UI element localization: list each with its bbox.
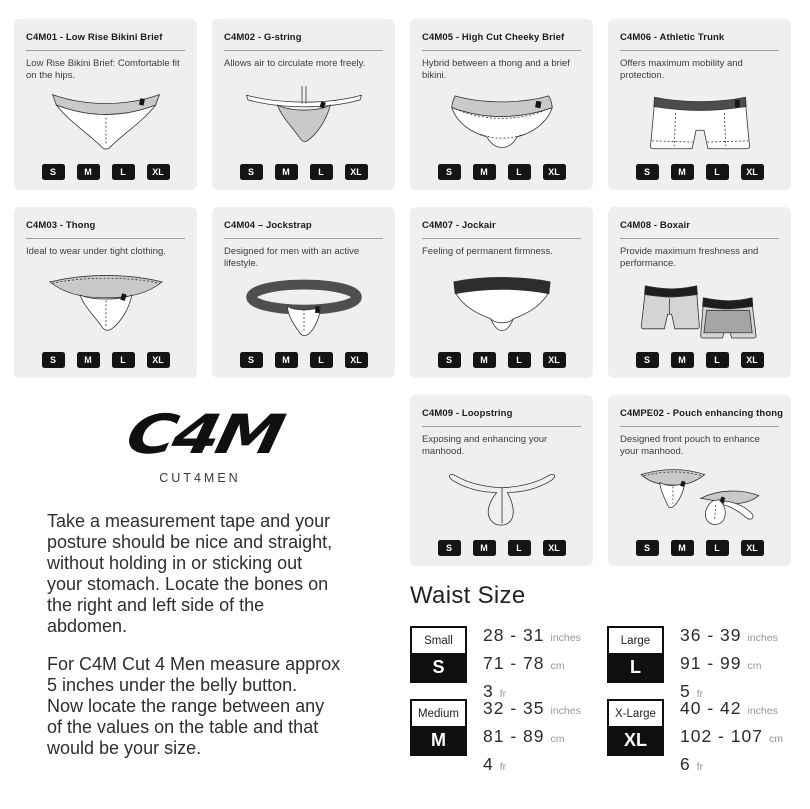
- size-badge-s: S: [42, 352, 65, 368]
- title-divider: [26, 50, 185, 51]
- product-title: C4M02 - G-string: [224, 32, 302, 43]
- title-divider: [26, 238, 185, 239]
- size-badge-m: M: [473, 540, 496, 556]
- size-box-medium: [410, 699, 467, 756]
- measurement-instructions: [47, 511, 340, 759]
- product-description: Offers maximum mobility and protection.: [620, 58, 743, 81]
- waist-entry-small: [410, 625, 607, 701]
- product-title: C4M06 - Athletic Trunk: [620, 32, 725, 43]
- product-title: C4MPE02 - Pouch enhancing thong: [620, 408, 784, 419]
- size-badges: [224, 352, 383, 368]
- inches-unit: inches: [550, 632, 581, 644]
- waist-size-title: Waist Size: [410, 582, 526, 609]
- cm-value: 81 - 89: [483, 726, 545, 746]
- fr-value: 6: [680, 754, 691, 774]
- product-card-c4mpe02: [608, 395, 791, 566]
- cm-value: 91 - 99: [680, 653, 742, 673]
- size-badge-xl: XL: [741, 540, 764, 556]
- product-description: Designed for men with an active lifestyle.: [224, 246, 360, 269]
- product-title: C4M04 – Jockstrap: [224, 220, 312, 231]
- size-badge-xl: XL: [741, 352, 764, 368]
- jockstrap-drawing: [228, 276, 380, 342]
- size-badge-m: M: [473, 164, 496, 180]
- size-label: Large: [620, 634, 651, 647]
- instruction-line: Now locate the range between any: [47, 696, 325, 716]
- size-badge-m: M: [275, 352, 298, 368]
- product-description: Provide maximum freshness and performance.: [620, 246, 759, 269]
- size-badges: [620, 540, 779, 556]
- size-badge-xl: XL: [543, 540, 566, 556]
- size-badges: [26, 164, 185, 180]
- size-badge-s: S: [438, 540, 461, 556]
- product-card-c4m06: [608, 19, 791, 190]
- size-badge-l: L: [508, 352, 531, 368]
- waist-size-table: [410, 625, 806, 774]
- svg-text:C4M: C4M: [120, 410, 287, 462]
- size-badges: [224, 164, 383, 180]
- high-cut-cheeky-brief-drawing: [426, 88, 578, 154]
- instruction-line: without holding in or sticking out: [47, 553, 303, 573]
- waist-entry-medium: [410, 698, 607, 774]
- waist-entry-xlarge: [607, 698, 804, 774]
- inches-value: 40 - 42: [680, 698, 742, 718]
- inches-unit: inches: [747, 632, 778, 644]
- instruction-line: 5 inches under the belly button.: [47, 675, 298, 695]
- fr-unit: fr: [696, 688, 704, 700]
- size-badge-l: L: [508, 540, 531, 556]
- cm-unit: cm: [550, 660, 565, 672]
- title-divider: [620, 426, 779, 427]
- size-badge-s: S: [636, 164, 659, 180]
- cm-value: 71 - 78: [483, 653, 545, 673]
- jockair-drawing: [426, 270, 578, 336]
- size-badge-l: L: [310, 164, 333, 180]
- size-badges: [620, 352, 779, 368]
- size-badge-xl: XL: [543, 352, 566, 368]
- fr-unit: fr: [696, 761, 704, 773]
- product-card-c4m09: [410, 395, 593, 566]
- product-title: C4M08 - Boxair: [620, 220, 691, 231]
- size-badge-s: S: [240, 352, 263, 368]
- fr-value: 4: [483, 754, 494, 774]
- size-badge-l: L: [508, 164, 531, 180]
- size-badge-m: M: [671, 352, 694, 368]
- size-label: Small: [424, 634, 453, 647]
- size-badge-m: M: [671, 164, 694, 180]
- cm-unit: cm: [747, 660, 762, 672]
- size-box-large: [607, 626, 664, 683]
- instruction-line: Take a measurement tape and your: [47, 511, 331, 531]
- size-badge-m: M: [671, 540, 694, 556]
- cm-unit: cm: [550, 733, 565, 745]
- size-badge-m: M: [473, 352, 496, 368]
- waist-size-section: [410, 582, 806, 774]
- title-divider: [422, 238, 581, 239]
- product-description: Feeling of permanent firmness.: [422, 246, 553, 257]
- size-badge-xl: XL: [345, 352, 368, 368]
- low-rise-bikini-brief-drawing: [30, 88, 182, 154]
- size-badge-s: S: [636, 352, 659, 368]
- title-divider: [620, 238, 779, 239]
- size-badge-s: S: [438, 352, 461, 368]
- product-title: C4M03 - Thong: [26, 220, 96, 231]
- athletic-trunk-drawing: [624, 88, 776, 154]
- pouch-enhancing-thong-drawing: [624, 464, 776, 530]
- product-title: C4M05 - High Cut Cheeky Brief: [422, 32, 565, 43]
- size-badge-xl: XL: [147, 352, 170, 368]
- fr-unit: fr: [499, 761, 507, 773]
- product-card-c4m08: [608, 207, 791, 378]
- product-card-c4m04: [212, 207, 395, 378]
- fr-unit: fr: [499, 688, 507, 700]
- size-badge-s: S: [438, 164, 461, 180]
- product-title: C4M01 - Low Rise Bikini Brief: [26, 32, 163, 43]
- c4m-logo: [95, 410, 305, 462]
- g-string-drawing: [228, 82, 380, 148]
- inches-unit: inches: [747, 705, 778, 717]
- loopstring-drawing: [426, 464, 578, 530]
- product-description: Ideal to wear under tight clothing.: [26, 246, 166, 257]
- size-badge-m: M: [77, 352, 100, 368]
- size-badge-s: S: [240, 164, 263, 180]
- brand-block: [40, 410, 360, 485]
- size-badge-xl: XL: [543, 164, 566, 180]
- product-card-c4m02: [212, 19, 395, 190]
- size-badge-m: M: [275, 164, 298, 180]
- brand-name: CUT4MEN: [159, 471, 241, 485]
- inches-value: 32 - 35: [483, 698, 545, 718]
- instruction-line: your stomach. Locate the bones on: [47, 574, 329, 594]
- size-badge-l: L: [706, 540, 729, 556]
- cm-unit: cm: [768, 733, 783, 745]
- product-title: C4M07 - Jockair: [422, 220, 496, 231]
- fr-value: 5: [680, 681, 691, 701]
- inches-value: 28 - 31: [483, 625, 545, 645]
- product-description: Allows air to circulate more freely.: [224, 58, 366, 69]
- size-badge-xl: XL: [147, 164, 170, 180]
- size-box-xlarge: [607, 699, 664, 756]
- instruction-line: the right and left side of the: [47, 595, 265, 615]
- size-badges: [620, 164, 779, 180]
- title-divider: [620, 50, 779, 51]
- product-card-c4m01: [14, 19, 197, 190]
- instruction-line: of the values on the table and that: [47, 717, 319, 737]
- title-divider: [422, 426, 581, 427]
- product-card-c4m05: [410, 19, 593, 190]
- instruction-line: posture should be nice and straight,: [47, 532, 333, 552]
- size-badge-l: L: [112, 352, 135, 368]
- size-label: Medium: [418, 707, 459, 720]
- size-badge-xl: XL: [345, 164, 368, 180]
- size-badge-s: S: [42, 164, 65, 180]
- title-divider: [224, 50, 383, 51]
- inches-unit: inches: [550, 705, 581, 717]
- size-badge-l: L: [706, 352, 729, 368]
- product-card-c4m03: [14, 207, 197, 378]
- size-badges: [422, 540, 581, 556]
- waist-entry-large: [607, 625, 804, 701]
- product-description: Hybrid between a thong and a brief bikini.: [422, 58, 570, 81]
- boxair-drawing: [624, 276, 776, 342]
- size-letter: L: [609, 653, 662, 681]
- size-badges: [422, 352, 581, 368]
- size-badge-m: M: [77, 164, 100, 180]
- title-divider: [422, 50, 581, 51]
- size-letter: XL: [609, 726, 662, 754]
- size-badge-l: L: [310, 352, 333, 368]
- fr-value: 3: [483, 681, 494, 701]
- size-badge-l: L: [112, 164, 135, 180]
- cm-value: 102 - 107: [680, 726, 763, 746]
- instruction-line: For C4M Cut 4 Men measure approx: [47, 654, 341, 674]
- size-badge-l: L: [706, 164, 729, 180]
- size-badge-s: S: [636, 540, 659, 556]
- product-description: Exposing and enhancing your manhood.: [422, 434, 548, 457]
- inches-value: 36 - 39: [680, 625, 742, 645]
- instruction-line: abdomen.: [47, 616, 128, 636]
- product-title: C4M09 - Loopstring: [422, 408, 513, 419]
- title-divider: [224, 238, 383, 239]
- size-badge-xl: XL: [741, 164, 764, 180]
- size-badges: [26, 352, 185, 368]
- size-badges: [422, 164, 581, 180]
- product-description: Low Rise Bikini Brief: Comfortable fit on the hips.: [26, 58, 180, 81]
- size-letter: S: [412, 653, 465, 681]
- thong-drawing: [30, 270, 182, 336]
- size-box-small: [410, 626, 467, 683]
- product-description: Designed front pouch to enhance your manhood.: [620, 434, 760, 457]
- instruction-line: would be your size.: [47, 738, 202, 758]
- size-letter: M: [412, 726, 465, 754]
- size-label: X-Large: [615, 707, 656, 720]
- product-card-c4m07: [410, 207, 593, 378]
